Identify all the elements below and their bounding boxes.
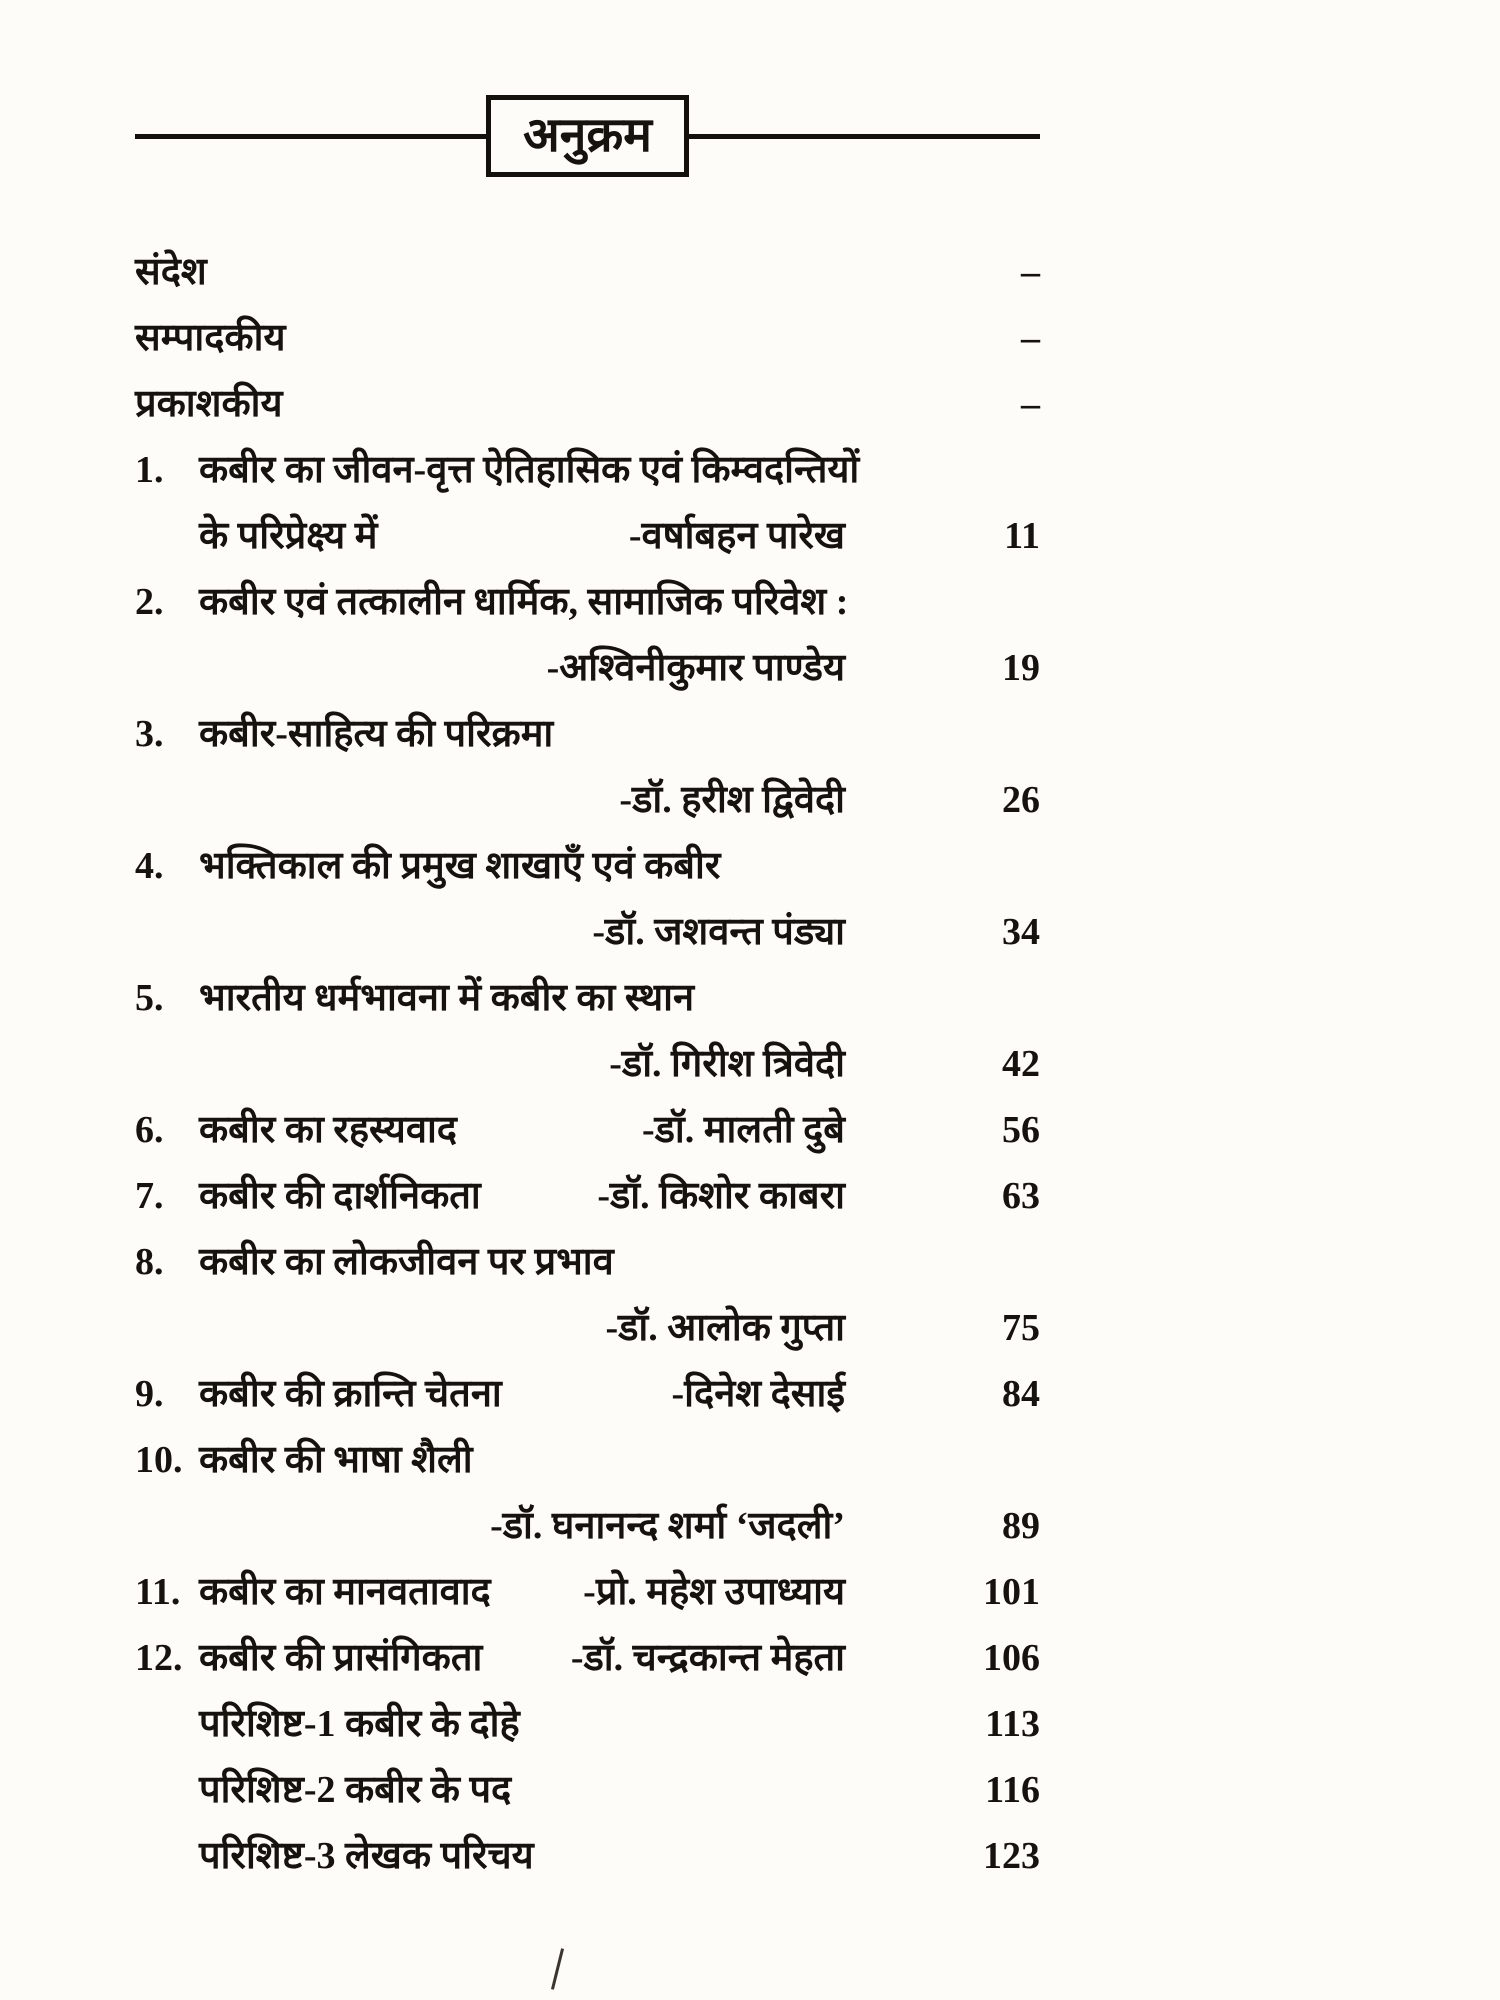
entry-page-number: 63 [1002, 1175, 1040, 1218]
scan-artifact-mark [551, 1948, 564, 1989]
toc-row-front-matter [135, 240, 1040, 306]
entry-title-line [135, 1428, 1040, 1494]
entry-author-line [135, 1032, 1040, 1098]
entry-page-number: 34 [1002, 911, 1040, 954]
toc-entry-6 [135, 1098, 1040, 1164]
entry-author: -डॉ. आलोक गुप्ता [605, 1307, 845, 1350]
contents-header [135, 92, 1040, 180]
entry-title: कबीर-साहित्य की परिक्रमा [199, 713, 554, 756]
entry-author-line [135, 900, 1040, 966]
entry-number: 6. [135, 1109, 164, 1152]
entry-number: 2. [135, 581, 164, 624]
toc-entry-2 [135, 570, 1040, 702]
entry-author: -डॉ. किशोर काबरा [597, 1175, 845, 1218]
contents-title-box [486, 95, 689, 176]
entry-title-line [135, 438, 1040, 504]
entry-author: -डॉ. गिरीश त्रिवेदी [609, 1043, 845, 1086]
entry-title: परिशिष्ट-1 कबीर के दोहे [199, 1703, 520, 1746]
entry-title: संदेश [135, 251, 207, 294]
toc-row-appendix-1 [135, 1692, 1040, 1758]
entry-number: 5. [135, 977, 164, 1020]
entry-author: -डॉ. घनानन्द शर्मा ‘जदली’ [490, 1505, 845, 1548]
entry-title: कबीर का लोकजीवन पर प्रभाव [199, 1241, 614, 1284]
toc-list [135, 240, 1040, 1890]
entry-title: परिशिष्ट-3 लेखक परिचय [199, 1835, 534, 1878]
entry-title: कबीर का जीवन-वृत्त ऐतिहासिक एवं किम्वदन्तियों [199, 449, 860, 492]
entry-page-number: – [1021, 251, 1040, 294]
entry-subtitle: के परिप्रेक्ष्य में [199, 515, 378, 558]
entry-page-number: 123 [983, 1835, 1040, 1878]
toc-entry-9 [135, 1362, 1040, 1428]
entry-page-number: 116 [985, 1769, 1040, 1812]
toc-entry-8 [135, 1230, 1040, 1362]
entry-page-number: – [1021, 383, 1040, 426]
entry-page-number: 113 [985, 1703, 1040, 1746]
toc-row-appendix-3 [135, 1824, 1040, 1890]
entry-author: -प्रो. महेश उपाध्याय [583, 1571, 845, 1614]
entry-title: कबीर की भाषा शैली [199, 1439, 473, 1482]
toc-entry-7 [135, 1164, 1040, 1230]
entry-title: भक्तिकाल की प्रमुख शाखाएँ एवं कबीर [199, 845, 721, 888]
entry-page-number: 56 [1002, 1109, 1040, 1152]
entry-page-number: 106 [983, 1637, 1040, 1680]
entry-title: कबीर की दार्शनिकता [199, 1175, 481, 1218]
entry-title: सम्पादकीय [135, 317, 286, 360]
entry-title-line [135, 834, 1040, 900]
entry-author-line [135, 636, 1040, 702]
toc-entry-12 [135, 1626, 1040, 1692]
toc-content [135, 92, 1040, 1890]
entry-title: कबीर का रहस्यवाद [199, 1109, 457, 1152]
entry-title: परिशिष्ट-2 कबीर के पद [199, 1769, 512, 1812]
entry-number: 1. [135, 449, 164, 492]
entry-author-line [135, 504, 1040, 570]
entry-page-number: 11 [1004, 515, 1040, 558]
entry-page-number: 89 [1002, 1505, 1040, 1548]
toc-entry-3 [135, 702, 1040, 834]
entry-author: -डॉ. हरीश द्विवेदी [619, 779, 845, 822]
entry-author: -वर्षाबहन पारेख [628, 515, 845, 558]
entry-author: -डॉ. जशवन्त पंड्या [592, 911, 845, 954]
entry-number: 7. [135, 1175, 164, 1218]
toc-entry-11 [135, 1560, 1040, 1626]
entry-page-number: – [1021, 317, 1040, 360]
entry-author: -दिनेश देसाई [671, 1373, 845, 1416]
entry-title-line [135, 1230, 1040, 1296]
entry-author: -डॉ. मालती दुबे [641, 1109, 845, 1152]
entry-title: प्रकाशकीय [135, 383, 283, 426]
entry-author-line [135, 1494, 1040, 1560]
entry-page-number: 75 [1002, 1307, 1040, 1350]
entry-number: 12. [135, 1637, 183, 1680]
entry-title: कबीर की क्रान्ति चेतना [199, 1373, 502, 1416]
toc-row-appendix-2 [135, 1758, 1040, 1824]
toc-entry-1 [135, 438, 1040, 570]
entry-number: 9. [135, 1373, 164, 1416]
entry-number: 11. [135, 1571, 181, 1614]
entry-number: 4. [135, 845, 164, 888]
entry-page-number: 84 [1002, 1373, 1040, 1416]
toc-entry-4 [135, 834, 1040, 966]
toc-row-front-matter [135, 306, 1040, 372]
header-rule-left [135, 134, 486, 139]
entry-number: 8. [135, 1241, 164, 1284]
entry-author: -अश्विनीकुमार पाण्डेय [546, 647, 845, 690]
entry-title-line [135, 570, 1040, 636]
toc-row-front-matter [135, 372, 1040, 438]
entry-title: भारतीय धर्मभावना में कबीर का स्थान [199, 977, 695, 1020]
entry-author-line [135, 768, 1040, 834]
entry-title: कबीर एवं तत्कालीन धार्मिक, सामाजिक परिवेश : [199, 581, 849, 624]
entry-page-number: 101 [983, 1571, 1040, 1614]
page-title: अनुक्रम [523, 109, 652, 163]
entry-number: 3. [135, 713, 164, 756]
entry-page-number: 26 [1002, 779, 1040, 822]
toc-entry-5 [135, 966, 1040, 1098]
entry-page-number: 42 [1002, 1043, 1040, 1086]
header-rule-right [689, 134, 1040, 139]
toc-entry-10 [135, 1428, 1040, 1560]
entry-author-line [135, 1296, 1040, 1362]
entry-title: कबीर की प्रासंगिकता [199, 1637, 483, 1680]
entry-title-line [135, 966, 1040, 1032]
entry-title-line [135, 702, 1040, 768]
entry-title: कबीर का मानवतावाद [199, 1571, 491, 1614]
entry-author: -डॉ. चन्द्रकान्त मेहता [570, 1637, 845, 1680]
entry-page-number: 19 [1002, 647, 1040, 690]
entry-number: 10. [135, 1439, 183, 1482]
